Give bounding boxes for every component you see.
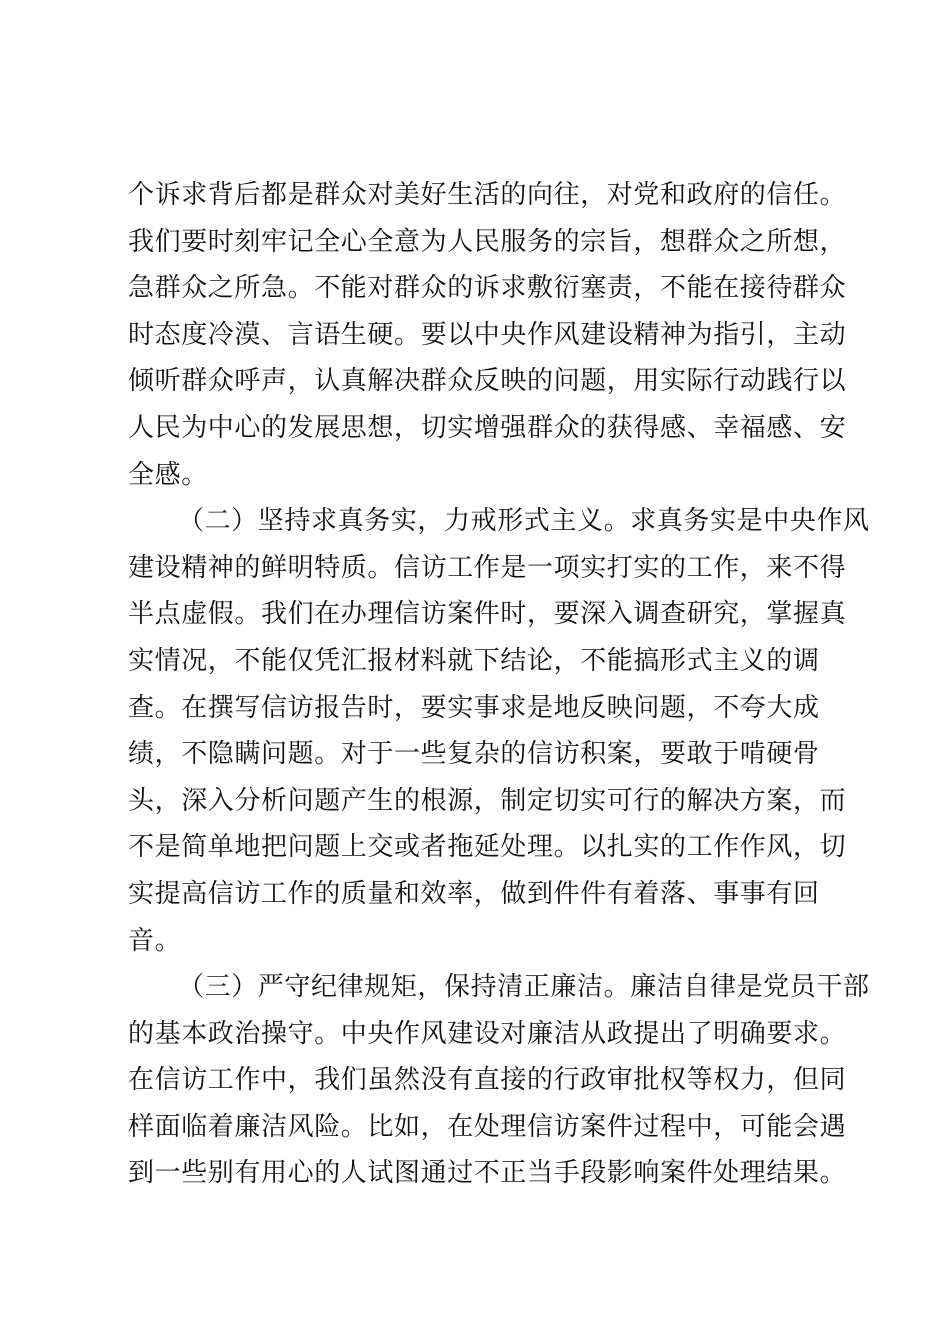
text-line: 音。 (128, 925, 182, 956)
text-line: 时态度冷漠、言语生硬。要以中央作风建设精神为指引，主动 (128, 319, 847, 350)
text-line: 急群众之所急。不能对群众的诉求敷衍塞责，不能在接待群众 (128, 273, 847, 304)
text-line: 半点虚假。我们在办理信访案件时，要深入调查研究，掌握真 (128, 599, 847, 630)
section-heading-line: （三）严守纪律规矩，保持清正廉洁。廉洁自律是党员干部 (178, 972, 870, 1003)
text-line: 全感。 (128, 459, 208, 490)
text-line: 绩，不隐瞒问题。对于一些复杂的信访积案，要敢于啃硬骨 (128, 739, 820, 770)
text-line: 样面临着廉洁风险。比如，在处理信访案件过程中，可能会遇 (128, 1111, 847, 1142)
text-line: 个诉求背后都是群众对美好生活的向往，对党和政府的信任。 (128, 180, 847, 210)
body-text (128, 172, 870, 1197)
text-line: 在信访工作中，我们虽然没有直接的行政审批权等权力，但同 (128, 1065, 847, 1096)
text-line: 的基本政治操守。中央作风建设对廉洁从政提出了明确要求。 (128, 1018, 847, 1049)
text-line: 倾听群众呼声，认真解决群众反映的问题，用实际行动践行以 (128, 366, 847, 397)
text-line: 实提高信访工作的质量和效率，做到件件有着落、事事有回 (128, 878, 820, 909)
text-line: 头，深入分析问题产生的根源，制定切实可行的解决方案，而 (128, 785, 847, 816)
text-line: 查。在撰写信访报告时，要实事求是地反映问题，不夸大成 (128, 692, 820, 723)
text-line: 实情况，不能仅凭汇报材料就下结论，不能搞形式主义的调 (128, 645, 820, 676)
text-line: 我们要时刻牢记全心全意为人民服务的宗旨，想群众之所想， (128, 226, 847, 257)
text-line: 人民为中心的发展思想，切实增强群众的获得感、幸福感、安 (128, 412, 847, 443)
text-line: 到一些别有用心的人试图通过不正当手段影响案件处理结果。 (128, 1158, 847, 1189)
text-line: 不是简单地把问题上交或者拖延处理。以扎实的工作作风，切 (128, 832, 847, 863)
section-heading-line: （二）坚持求真务实，力戒形式主义。求真务实是中央作风 (178, 506, 870, 537)
text-line: 建设精神的鲜明特质。信访工作是一项实打实的工作，来不得 (128, 552, 847, 583)
